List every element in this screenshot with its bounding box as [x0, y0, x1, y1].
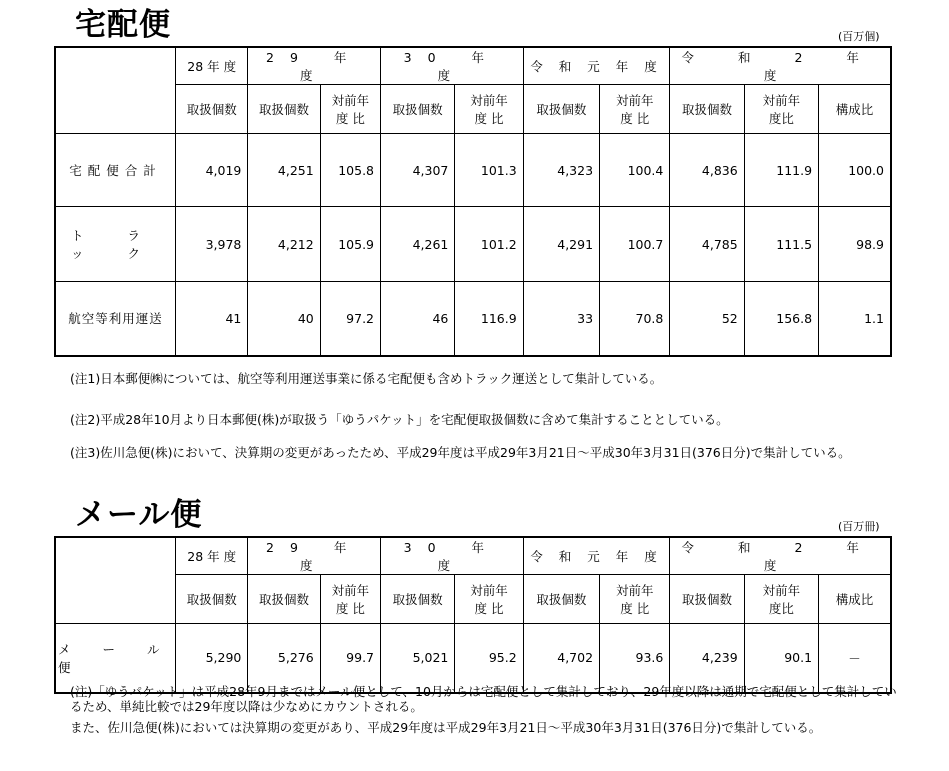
cell: 101.3: [455, 134, 523, 207]
cell: 4,702: [523, 624, 599, 693]
cell: 100.7: [600, 207, 670, 282]
col-header-yoy: 対前年 度 比: [600, 575, 670, 624]
cell: 111.5: [744, 207, 818, 282]
col-header-yoy: 対前年 度比: [744, 575, 818, 624]
row-label: 航空等利用運送: [55, 282, 176, 356]
col-header-share: 構成比: [819, 575, 891, 624]
corner-cell: [55, 47, 176, 134]
mail-title: メール便: [75, 497, 203, 533]
year-header: 30 年 度: [381, 47, 524, 85]
cell: 4,251: [248, 134, 320, 207]
col-header-yoy: 対前年 度 比: [600, 85, 670, 134]
year-header: 令 和 元 年 度: [523, 537, 670, 575]
cell: 100.4: [600, 134, 670, 207]
col-header-yoy: 対前年 度 比: [320, 85, 380, 134]
cell: 41: [176, 282, 248, 356]
cell: 4,239: [670, 624, 744, 693]
row-label: ト ラ ッ ク: [55, 207, 176, 282]
cell: 105.8: [320, 134, 380, 207]
note: (注2)平成28年10月より日本郵便(株)が取扱う「ゆうパケット」を宅配便取扱個数に含めて集計することとしている。: [70, 412, 729, 427]
mail-unit: (百万冊): [838, 520, 880, 533]
cell: 111.9: [744, 134, 818, 207]
col-header-count: 取扱個数: [381, 85, 455, 134]
note: (注)「ゆうパケット」は平成28年9月まではメール便として、10月からは宅配便として集計しており、29年度以降は通期で宅配便として集計しているため、単純比較では29年度以降は少なめにカウントされる。: [70, 684, 897, 714]
cell: 4,323: [523, 134, 599, 207]
cell: 52: [670, 282, 744, 356]
cell: 1.1: [819, 282, 891, 356]
year-header: 29 年 度: [248, 537, 381, 575]
cell: 4,019: [176, 134, 248, 207]
cell: －: [819, 624, 891, 693]
note: (注1)日本郵便㈱については、航空等利用運送事業に係る宅配便も含めトラック運送として集計している。: [70, 371, 663, 386]
cell: 116.9: [455, 282, 523, 356]
cell: 4,261: [381, 207, 455, 282]
parcel-unit: (百万個): [838, 30, 880, 43]
cell: 3,978: [176, 207, 248, 282]
col-header-count: 取扱個数: [523, 575, 599, 624]
table-row: [55, 624, 891, 693]
col-header-count: 取扱個数: [523, 85, 599, 134]
year-header: 29 年 度: [248, 47, 381, 85]
year-header: 令 和 2 年 度: [670, 537, 891, 575]
note: また、佐川急便(株)においては決算期の変更があり、平成29年度は平成29年3月21日～平成30年3月31日(376日分)で集計している。: [70, 720, 822, 735]
cell: 4,291: [523, 207, 599, 282]
col-header-count: 取扱個数: [670, 575, 744, 624]
cell: 46: [381, 282, 455, 356]
cell: 4,307: [381, 134, 455, 207]
col-header-yoy: 対前年 度比: [744, 85, 818, 134]
cell: 5,021: [381, 624, 455, 693]
col-header-yoy: 対前年 度 比: [455, 575, 523, 624]
cell: 70.8: [600, 282, 670, 356]
parcel-title: 宅配便: [75, 7, 171, 43]
note: (注3)佐川急便(株)において、決算期の変更があったため、平成29年度は平成29年3月21日～平成30年3月31日(376日分)で集計している。: [70, 445, 851, 460]
cell: 5,290: [176, 624, 248, 693]
col-header-share: 構成比: [819, 85, 891, 134]
col-header-count: 取扱個数: [248, 575, 320, 624]
col-header-yoy: 対前年 度 比: [455, 85, 523, 134]
cell: 105.9: [320, 207, 380, 282]
table-row: [55, 134, 891, 207]
col-header-count: 取扱個数: [176, 575, 248, 624]
cell: 98.9: [819, 207, 891, 282]
corner-cell: [55, 537, 176, 624]
cell: 5,276: [248, 624, 320, 693]
cell: 4,212: [248, 207, 320, 282]
year-header: 30 年 度: [381, 537, 524, 575]
cell: 40: [248, 282, 320, 356]
cell: 4,836: [670, 134, 744, 207]
parcel-table: [54, 46, 892, 357]
cell: 90.1: [744, 624, 818, 693]
year-header: 令 和 元 年 度: [523, 47, 670, 85]
cell: 4,785: [670, 207, 744, 282]
cell: 93.6: [600, 624, 670, 693]
cell: 100.0: [819, 134, 891, 207]
col-header-count: 取扱個数: [248, 85, 320, 134]
mail-table: [54, 536, 892, 694]
year-header: 令 和 2 年 度: [670, 47, 891, 85]
row-label: メ ー ル 便: [55, 624, 176, 693]
cell: 156.8: [744, 282, 818, 356]
cell: 33: [523, 282, 599, 356]
cell: 99.7: [320, 624, 380, 693]
col-header-count: 取扱個数: [381, 575, 455, 624]
col-header-yoy: 対前年 度 比: [320, 575, 380, 624]
col-header-count: 取扱個数: [670, 85, 744, 134]
row-label: 宅配便合計: [55, 134, 176, 207]
col-header-count: 取扱個数: [176, 85, 248, 134]
year-header: 28 年 度: [176, 47, 248, 85]
cell: 95.2: [455, 624, 523, 693]
year-header: 28 年 度: [176, 537, 248, 575]
table-row: [55, 282, 891, 356]
table-row: [55, 207, 891, 282]
cell: 101.2: [455, 207, 523, 282]
cell: 97.2: [320, 282, 380, 356]
